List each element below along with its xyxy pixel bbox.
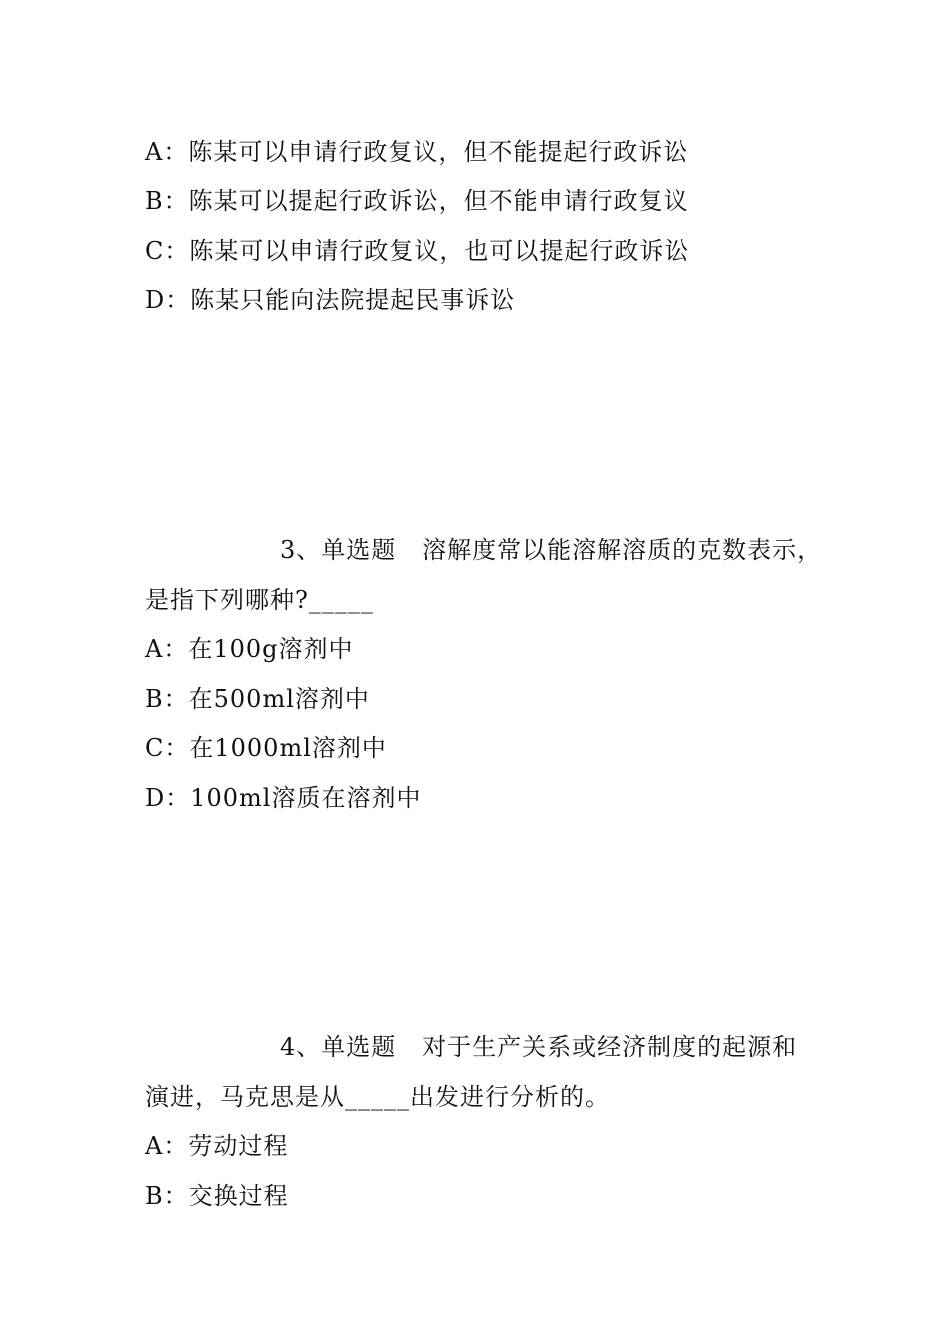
q3-option-c: C：在1000ml溶剂中 (145, 734, 387, 762)
q3-stem-line-2: 是指下列哪种?_____ (145, 586, 374, 614)
q3-option-b: B：在500ml溶剂中 (145, 685, 370, 713)
q2-option-b: B：陈某可以提起行政诉讼，但不能申请行政复议 (145, 187, 689, 215)
q4-stem-line-1: 4、单选题 对于生产关系或经济制度的起源和 (280, 1033, 798, 1061)
q4-option-b: B：交换过程 (145, 1182, 289, 1210)
q3-option-d: D：100ml溶质在溶剂中 (145, 784, 422, 812)
q3-stem-line-1: 3、单选题 溶解度常以能溶解溶质的克数表示， (280, 536, 823, 564)
q2-option-c: C：陈某可以申请行政复议，也可以提起行政诉讼 (145, 237, 690, 265)
q2-option-d: D：陈某只能向法院提起民事诉讼 (145, 286, 516, 314)
q3-option-a: A：在100g溶剂中 (145, 635, 354, 663)
q2-option-a: A：陈某可以申请行政复议，但不能提起行政诉讼 (145, 138, 689, 166)
q4-stem-line-2: 演进，马克思是从_____出发进行分析的。 (145, 1083, 610, 1111)
q4-option-a: A：劳动过程 (145, 1132, 289, 1160)
